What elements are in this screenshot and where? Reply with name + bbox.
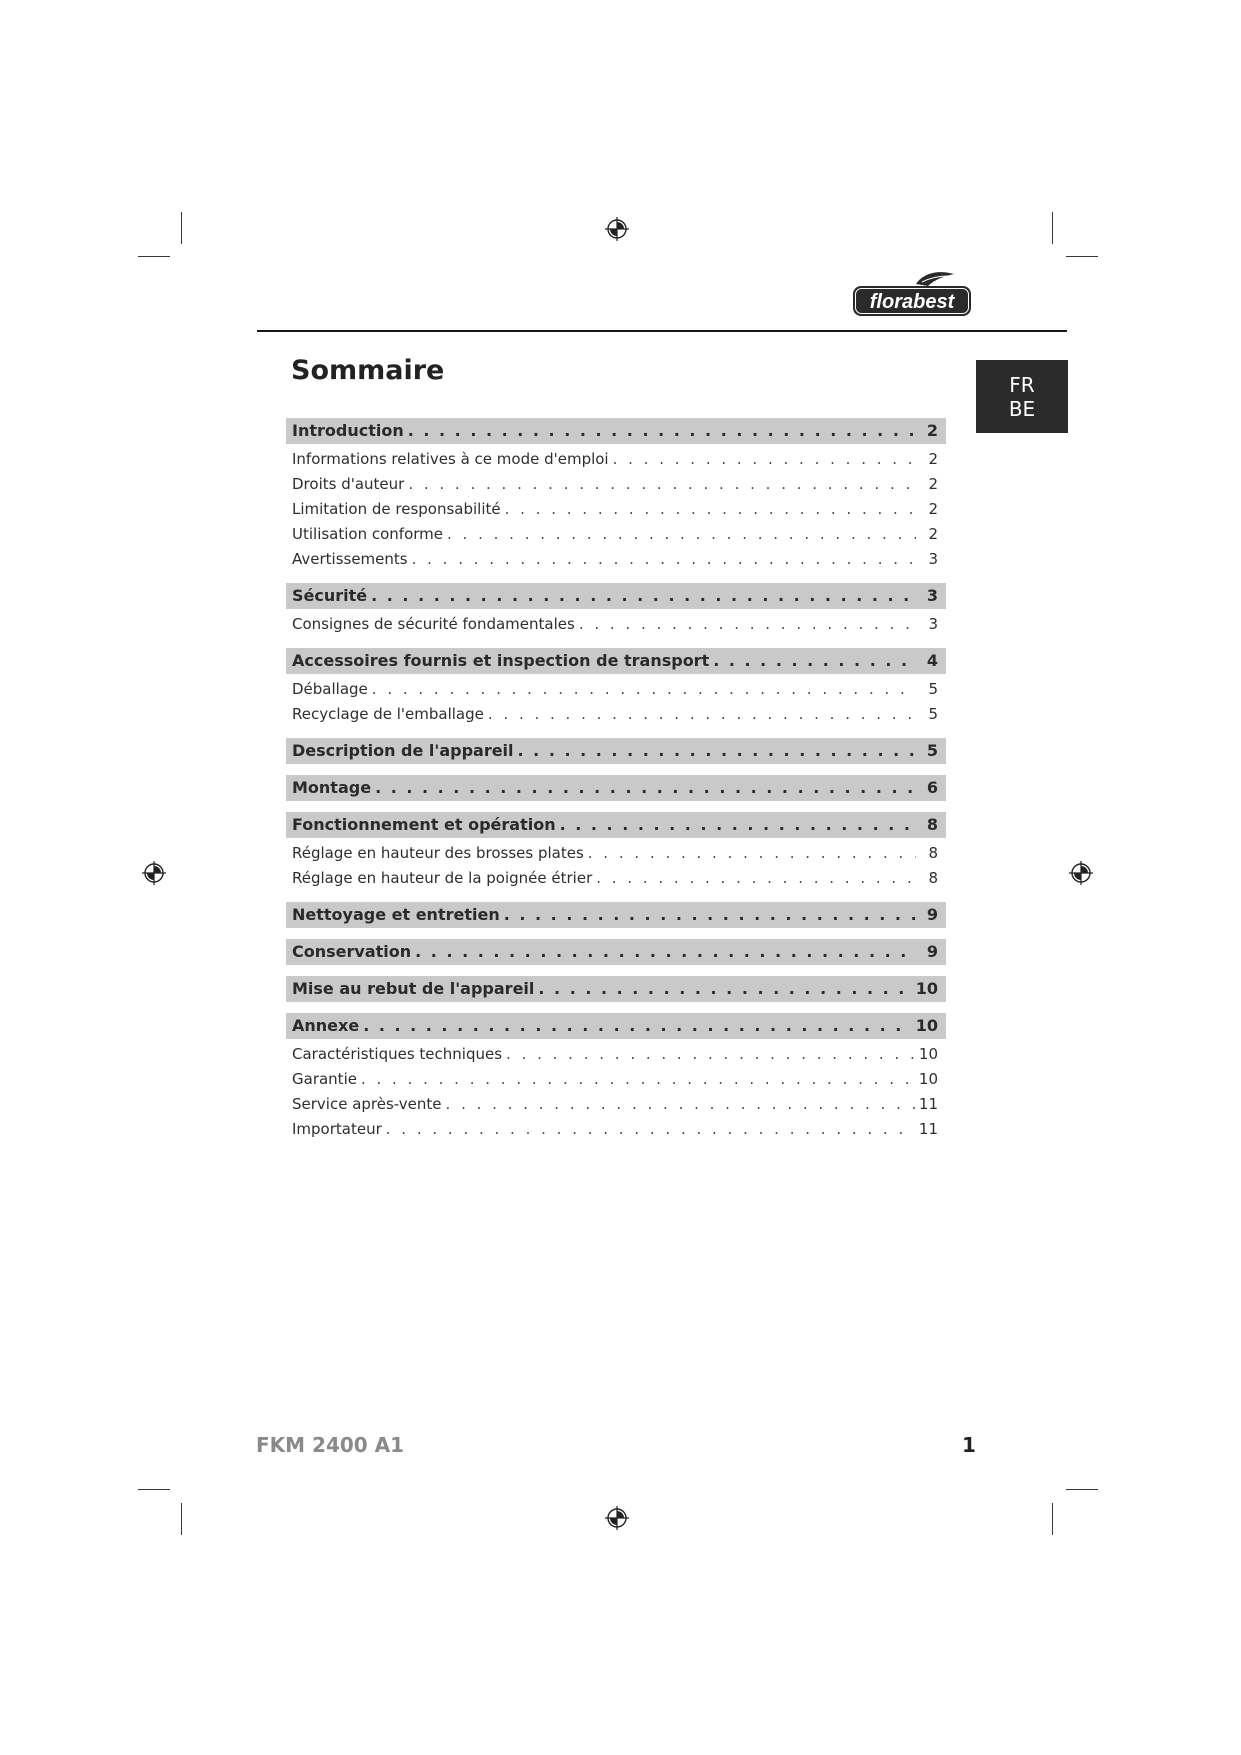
dot-leader: [596, 866, 916, 891]
toc-entry[interactable]: [286, 472, 946, 497]
toc-entry-page: 2: [928, 450, 938, 468]
toc-entry-page: 8: [928, 844, 938, 862]
toc-entry-label: Déballage: [292, 680, 368, 698]
dot-leader: [446, 1092, 915, 1117]
registration-mark-icon: [604, 1505, 630, 1531]
toc-entry-page: 3: [928, 615, 938, 633]
toc-section-heading[interactable]: [286, 939, 946, 965]
dot-leader: [504, 902, 916, 928]
registration-mark-icon: [1068, 860, 1094, 886]
toc-entry[interactable]: [286, 1092, 946, 1117]
toc-entry-label: Limitation de responsabilité: [292, 500, 501, 518]
toc-entry[interactable]: [286, 497, 946, 522]
dot-leader: [372, 677, 916, 702]
toc-section-heading[interactable]: [286, 902, 946, 928]
dot-leader: [538, 976, 911, 1002]
dot-leader: [613, 447, 916, 472]
toc-section-page: 10: [915, 1016, 938, 1035]
crop-mark: [1052, 1503, 1053, 1535]
toc-entry-label: Garantie: [292, 1070, 357, 1088]
toc-entry[interactable]: [286, 1117, 946, 1142]
dot-leader: [408, 472, 916, 497]
toc-entry-page: 5: [928, 705, 938, 723]
table-of-contents: [286, 418, 946, 1142]
toc-section-heading[interactable]: [286, 775, 946, 801]
toc-entry-label: Consignes de sécurité fondamentales: [292, 615, 575, 633]
toc-section-title: Sécurité: [292, 586, 368, 605]
toc-section-title: Annexe: [292, 1016, 360, 1035]
toc-section-page: 9: [926, 942, 938, 961]
toc-entry-page: 2: [928, 475, 938, 493]
dot-leader: [488, 702, 916, 727]
toc-section-page: 4: [926, 651, 938, 670]
model-number: FKM 2400 A1: [256, 1433, 405, 1457]
dot-leader: [518, 738, 916, 764]
toc-entry[interactable]: [286, 702, 946, 727]
crop-mark: [1052, 212, 1053, 244]
dot-leader: [588, 841, 916, 866]
toc-entry-page: 10: [918, 1070, 938, 1088]
toc-entry[interactable]: [286, 1042, 946, 1067]
toc-section-page: 2: [926, 421, 938, 440]
language-code: FR: [1009, 372, 1035, 397]
toc-section-title: Nettoyage et entretien: [292, 905, 500, 924]
toc-entry-label: Caractéristiques techniques: [292, 1045, 503, 1063]
toc-section-heading[interactable]: [286, 1013, 946, 1039]
toc-section-heading[interactable]: [286, 583, 946, 609]
dot-leader: [415, 939, 916, 965]
language-tab: [976, 360, 1068, 433]
toc-entry-label: Droits d'auteur: [292, 475, 405, 493]
toc-section-page: 8: [926, 815, 938, 834]
toc-entry-page: 2: [928, 525, 938, 543]
dot-leader: [579, 612, 916, 637]
crop-mark: [138, 256, 170, 257]
toc-entry-page: 8: [928, 869, 938, 887]
dot-leader: [447, 522, 916, 547]
toc-entry[interactable]: [286, 612, 946, 637]
dot-leader: [713, 648, 916, 674]
dot-leader: [386, 1117, 915, 1142]
dot-leader: [505, 497, 916, 522]
toc-section-page: 5: [926, 741, 938, 760]
toc-entry-page: 11: [918, 1120, 938, 1138]
toc-section-page: 3: [926, 586, 938, 605]
crop-mark: [138, 1489, 170, 1490]
toc-section-title: Conservation: [292, 942, 412, 961]
dot-leader: [506, 1042, 915, 1067]
toc-section-heading[interactable]: [286, 648, 946, 674]
toc-entry-page: 10: [918, 1045, 938, 1063]
toc-section-page: 9: [926, 905, 938, 924]
toc-section-page: 6: [926, 778, 938, 797]
toc-section-heading[interactable]: [286, 418, 946, 444]
dot-leader: [560, 812, 916, 838]
toc-section-title: Montage: [292, 778, 372, 797]
toc-section-title: Fonctionnement et opération: [292, 815, 556, 834]
dot-leader: [361, 1067, 915, 1092]
dot-leader: [371, 583, 916, 609]
dot-leader: [408, 418, 916, 444]
svg-text:florabest: florabest: [869, 291, 955, 313]
toc-entry-label: Utilisation conforme: [292, 525, 444, 543]
toc-entry[interactable]: [286, 841, 946, 866]
toc-entry[interactable]: [286, 1067, 946, 1092]
dot-leader: [412, 547, 916, 572]
toc-section-heading[interactable]: [286, 812, 946, 838]
toc-entry-page: 2: [928, 500, 938, 518]
toc-entry-page: 3: [928, 550, 938, 568]
toc-entry[interactable]: [286, 547, 946, 572]
toc-entry-label: Recyclage de l'emballage: [292, 705, 484, 723]
toc-entry[interactable]: [286, 866, 946, 891]
header-rule: [257, 330, 1067, 332]
registration-mark-icon: [141, 860, 167, 886]
dot-leader: [375, 775, 916, 801]
toc-section-title: Mise au rebut de l'appareil: [292, 979, 535, 998]
toc-section-heading[interactable]: [286, 976, 946, 1002]
crop-mark: [181, 1503, 182, 1535]
toc-entry-label: Importateur: [292, 1120, 382, 1138]
toc-entry-label: Avertissements: [292, 550, 408, 568]
crop-mark: [1066, 256, 1098, 257]
toc-entry-label: Réglage en hauteur de la poignée étrier: [292, 869, 593, 887]
language-code: BE: [1008, 396, 1036, 421]
page-title: Sommaire: [291, 355, 445, 386]
crop-mark: [181, 212, 182, 244]
toc-entry-label: Service après-vente: [292, 1095, 442, 1113]
toc-section-page: 10: [915, 979, 938, 998]
dot-leader: [363, 1013, 912, 1039]
toc-entry-label: Informations relatives à ce mode d'emploi: [292, 450, 609, 468]
toc-section-title: Accessoires fournis et inspection de transport: [292, 651, 710, 670]
toc-entry-page: 5: [928, 680, 938, 698]
florabest-logo: [850, 270, 976, 320]
toc-entry[interactable]: [286, 522, 946, 547]
toc-section-heading[interactable]: [286, 738, 946, 764]
registration-mark-icon: [604, 216, 630, 242]
toc-entry[interactable]: [286, 447, 946, 472]
toc-entry[interactable]: [286, 677, 946, 702]
toc-section-title: Description de l'appareil: [292, 741, 514, 760]
toc-section-title: Introduction: [292, 421, 404, 440]
crop-mark: [1066, 1489, 1098, 1490]
page-number: 1: [962, 1433, 976, 1457]
toc-entry-label: Réglage en hauteur des brosses plates: [292, 844, 584, 862]
toc-entry-page: 11: [918, 1095, 938, 1113]
